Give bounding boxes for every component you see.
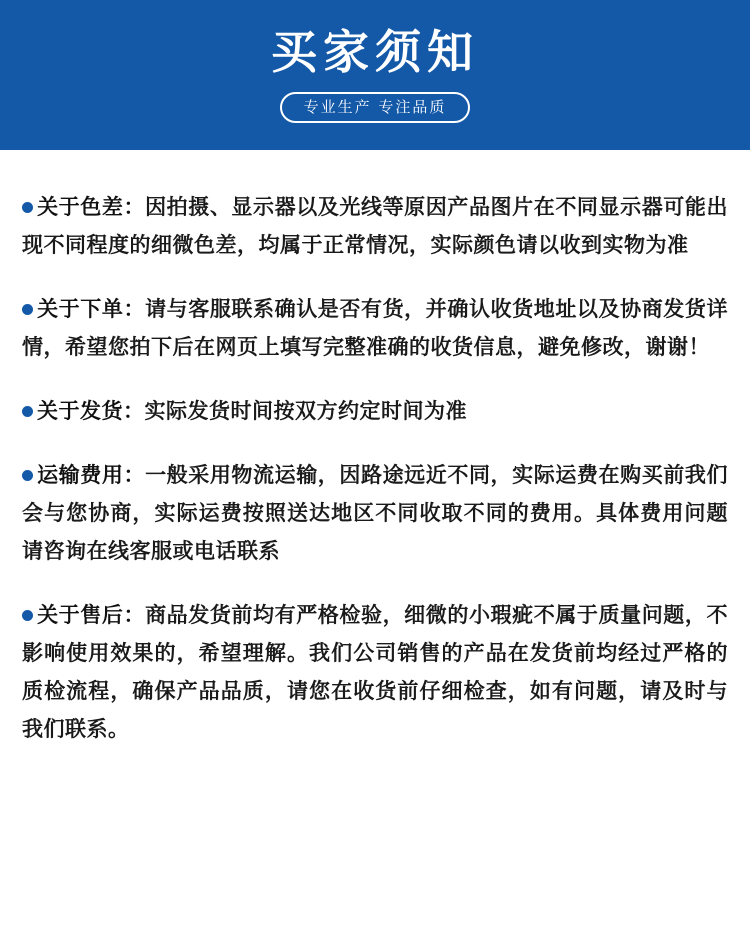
- bullet-icon: [22, 304, 33, 315]
- notice-label: 关于售后：: [37, 603, 146, 627]
- bullet-icon: [22, 406, 33, 417]
- bullet-icon: [22, 610, 33, 621]
- notice-item-order: [22, 290, 728, 366]
- notice-text: 商品发货前均有严格检验，细微的小瑕疵不属于质量问题，不影响使用效果的，希望理解。我们公司销售的产品在发货前均经过严格的质检流程，确保产品品质，请您在收货前仔细检查，如有问题，请及时与我们联系。: [22, 603, 728, 741]
- bullet-icon: [22, 202, 33, 213]
- notice-label: 关于发货：: [37, 399, 145, 423]
- notice-item-freight: [22, 456, 728, 570]
- notice-item-aftersales: [22, 596, 728, 748]
- notice-text: 请与客服联系确认是否有货，并确认收货地址以及协商发货详情，希望您拍下后在网页上填写完整准确的收货信息，避免修改，谢谢！: [22, 297, 728, 359]
- notice-list: [0, 150, 750, 748]
- notice-text: 实际发货时间按双方约定时间为准: [144, 399, 467, 423]
- banner-subtitle-badge: 专业生产 专注品质: [280, 92, 471, 123]
- notice-item-color: [22, 188, 728, 264]
- notice-label: 关于下单：: [37, 297, 146, 321]
- notice-item-shipping: [22, 392, 728, 430]
- notice-text: 一般采用物流运输，因路途远近不同，实际运费在购买前我们会与您协商，实际运费按照送达地区不同收取不同的费用。具体费用问题请咨询在线客服或电话联系: [22, 463, 728, 563]
- notice-label: 关于色差：: [37, 195, 146, 219]
- notice-text: 因拍摄、显示器以及光线等原因产品图片在不同显示器可能出现不同程度的细微色差，均属于正常情况，实际颜色请以收到实物为准: [22, 195, 728, 257]
- notice-label: 运输费用：: [37, 463, 146, 487]
- page-title: 买家须知: [271, 25, 479, 80]
- bullet-icon: [22, 470, 33, 481]
- header-banner: [0, 0, 750, 150]
